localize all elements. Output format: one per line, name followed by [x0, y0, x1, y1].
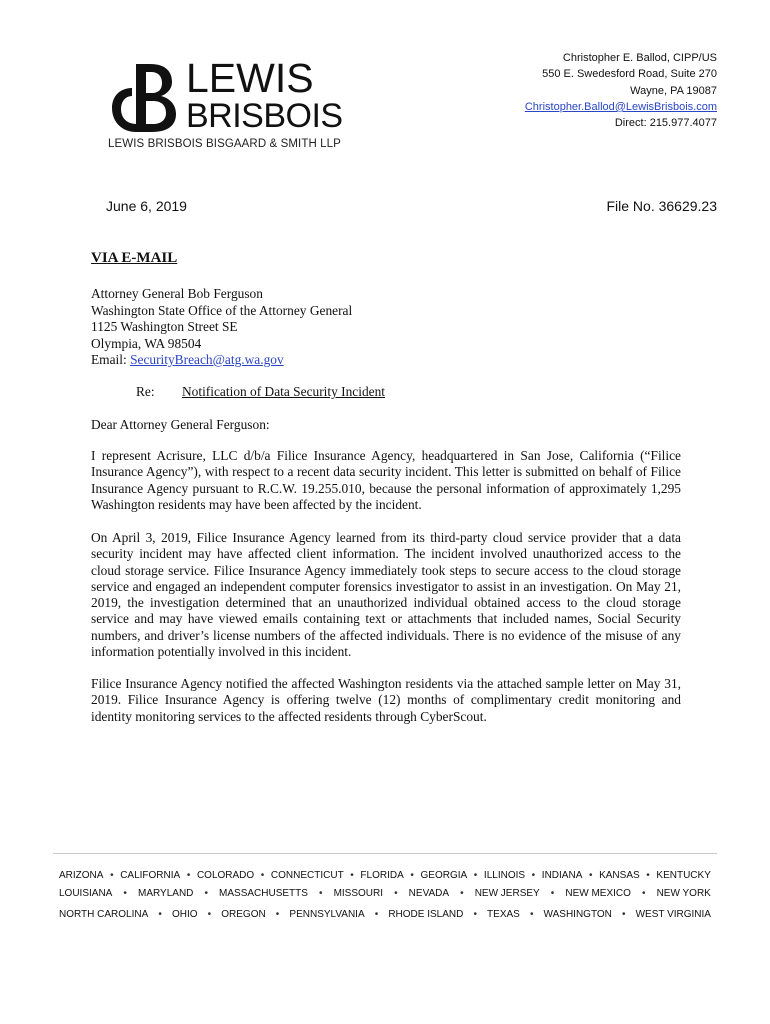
footer-states-row-2	[59, 888, 711, 899]
footer-state: INDIANA	[541, 870, 583, 881]
footer-state: FLORIDA	[360, 870, 404, 881]
footer-bullet: •	[123, 888, 127, 899]
footer-bullet: •	[186, 870, 191, 881]
footer-bullet: •	[374, 909, 379, 920]
footer-bullet: •	[621, 909, 626, 920]
footer-state: NEW MEXICO	[565, 888, 631, 899]
footer-state: OHIO	[171, 909, 198, 920]
recipient-block	[91, 286, 352, 369]
footer-state: MASSACHUSETTS	[219, 888, 308, 899]
footer-state: RHODE ISLAND	[388, 909, 464, 920]
footer-state: KANSAS	[599, 870, 640, 881]
recipient-city: Olympia, WA 98504	[91, 335, 202, 351]
footer-bullet: •	[204, 888, 208, 899]
salutation: Dear Attorney General Ferguson:	[91, 417, 270, 432]
letter-date: June 6, 2019	[106, 198, 187, 214]
sender-city: Wayne, PA 19087	[630, 84, 717, 97]
body-paragraph-3: Filice Insurance Agency notified the affected Washington residents via the attached sample letter on May 31, 2019. Filice Insurance Agency is offering twelve (12) months of complimentary credit monitoring and identity monitoring services to the affected residents through CyberScout.	[91, 676, 681, 724]
footer-bullet: •	[260, 870, 265, 881]
footer-state: ARIZONA	[59, 870, 104, 881]
footer-state: NEW YORK	[656, 888, 711, 899]
logo-word-lewis: LEWIS	[186, 55, 314, 101]
footer-bullet: •	[531, 870, 536, 881]
recipient-street: 1125 Washington Street SE	[91, 319, 238, 334]
footer-bullet: •	[473, 909, 477, 920]
footer-state: LOUISIANA	[59, 888, 113, 899]
sender-name: Christopher E. Ballod, CIPP/US	[562, 52, 717, 64]
firm-full-name: LEWIS BRISBOIS BISGAARD & SMITH LLP	[108, 138, 341, 150]
re-subject: Notification of Data Security Incident	[182, 384, 386, 399]
footer-bullet: •	[529, 909, 534, 920]
recipient-email-link[interactable]: SecurityBreach@atg.wa.gov	[130, 352, 284, 367]
footer-divider	[53, 853, 717, 854]
firm-logo	[106, 55, 343, 156]
re-label: Re:	[136, 384, 155, 399]
footer-bullet: •	[158, 909, 162, 920]
footer-state: COLORADO	[196, 870, 255, 881]
footer-bullet: •	[207, 909, 212, 920]
footer-bullet: •	[473, 870, 478, 881]
footer-state: NEW JERSEY	[474, 888, 540, 899]
body-paragraph-2: On April 3, 2019, Filice Insurance Agency learned from its third-party cloud service provider that a data security incident may have affected client information. The incident involved unauthorized access to the cloud storage service. Filice Insurance Agency immediately took steps to secure access to the cloud storage service and engaged an independent computer forensics investigator to assist in an investigation. On May 21, 2019, the investigation determined that an unauthorized individual obtained access to the cloud storage service and may have viewed emails containing text or attachments that included names, Social Security numbers, and driver’s license numbers of the affected individuals. There is no evidence of the misuse of any information potentially involved in this incident.	[91, 530, 681, 660]
footer-state: NORTH CAROLINA	[59, 909, 149, 920]
footer-state: MISSOURI	[333, 888, 384, 899]
footer-state: GEORGIA	[420, 870, 468, 881]
footer-bullet: •	[588, 870, 593, 881]
footer-state: MARYLAND	[138, 888, 194, 899]
footer-state: CALIFORNIA	[120, 870, 181, 881]
footer-state: NEVADA	[408, 888, 450, 899]
recipient-email-label: Email:	[91, 352, 131, 367]
logo-word-brisbois: BRISBOIS	[186, 97, 343, 135]
recipient-office: Washington State Office of the Attorney General	[91, 302, 353, 318]
recipient-name: Attorney General Bob Ferguson	[91, 286, 263, 301]
footer-bullet: •	[641, 888, 646, 899]
footer-bullet: •	[460, 888, 464, 899]
footer-bullet: •	[410, 870, 414, 881]
footer-state: WEST VIRGINIA	[635, 909, 711, 920]
footer-bullet: •	[350, 870, 354, 881]
file-number: File No. 36629.23	[606, 198, 717, 214]
sender-street: 550 E. Swedesford Road, Suite 270	[542, 68, 717, 81]
footer-state: PENNSYLVANIA	[289, 909, 365, 920]
footer-state: CONNECTICUT	[270, 870, 344, 881]
footer-state: ILLINOIS	[483, 870, 526, 881]
sender-direct-phone: Direct: 215.977.4077	[614, 117, 717, 130]
footer-bullet: •	[110, 870, 114, 881]
footer-state: WASHINGTON	[543, 909, 612, 920]
lb-monogram-icon	[106, 58, 182, 136]
delivery-method: VIA E-MAIL	[91, 250, 178, 266]
sender-email-link[interactable]: Christopher.Ballod@LewisBrisbois.com	[524, 100, 717, 113]
recipient-email-line	[91, 352, 352, 369]
sender-address-block	[525, 50, 717, 131]
body-paragraph-1: I represent Acrisure, LLC d/b/a Filice Insurance Agency, headquartered in San Jose, California (“Filice Insurance Agency”), with respect to a recent data security incident. This letter is submitted on behalf of Filice Insurance Agency pursuant to R.C.W. 19.255.010, because the personal information of approximately 1,295 Washington residents may have been affected by the incident.	[91, 448, 681, 512]
footer-state: TEXAS	[487, 909, 520, 920]
footer-state: OREGON	[221, 909, 266, 920]
footer-state: KENTUCKY	[656, 870, 711, 881]
footer-bullet: •	[275, 909, 280, 920]
footer-states-row-1	[59, 870, 711, 881]
footer-bullet: •	[394, 888, 398, 899]
footer-bullet: •	[646, 870, 650, 881]
footer-bullet: •	[319, 888, 323, 899]
footer-states-row-3	[59, 909, 711, 920]
footer-bullet: •	[550, 888, 555, 899]
